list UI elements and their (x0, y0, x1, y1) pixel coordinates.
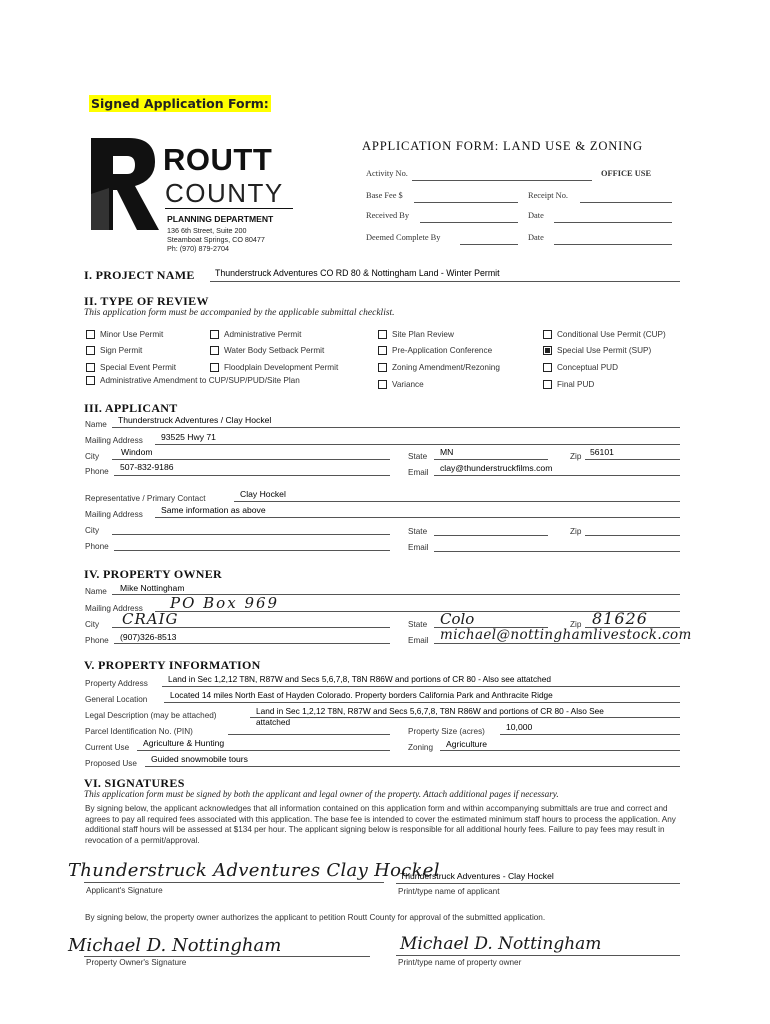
review-col4 (543, 326, 666, 392)
owner-signature-label: Property Owner's Signature (86, 958, 187, 967)
applicant-print-label: Print/type name of applicant (398, 887, 500, 896)
checkbox-label: Administrative Amendment to CUP/SUP/PUD/Site Plan (100, 376, 300, 385)
property-address-label: Property Address (85, 679, 148, 688)
checkbox-label: Special Event Permit (100, 362, 176, 372)
checkbox-admin-amendment[interactable] (86, 376, 300, 385)
property-address-value[interactable]: Land in Sec 1,2,12 T8N, R87W and Secs 5,6,7,8, T8N R86W and portions of CR 80 - Also see attatched (168, 674, 551, 684)
received-by-field[interactable] (420, 222, 518, 223)
date1-field[interactable] (554, 222, 672, 223)
checkbox-box[interactable] (86, 330, 95, 339)
property-size-line (500, 734, 680, 735)
checkbox-site-plan-review[interactable] (378, 326, 500, 343)
property-info-heading: V. PROPERTY INFORMATION (84, 658, 261, 672)
owner-state-label: State (408, 620, 428, 629)
deemed-complete-field[interactable] (460, 244, 518, 245)
checkbox-label: Conditional Use Permit (CUP) (557, 329, 666, 339)
received-by-label: Received By (366, 211, 410, 220)
rep-state-line[interactable] (434, 535, 548, 536)
owner-mailing-label: Mailing Address (85, 604, 143, 613)
applicant-email-label: Email (408, 468, 429, 477)
owner-city-value[interactable]: CRAIG (122, 610, 179, 628)
signatures-instructions: This application form must be signed by both the applicant and legal owner of the property. Attach additional pages if necessary. (84, 789, 559, 799)
rep-mailing-line (155, 517, 680, 518)
routt-r-logo-icon (85, 134, 165, 234)
checkbox-administrative-permit[interactable] (210, 326, 338, 343)
checkbox-label: Administrative Permit (224, 329, 302, 339)
checkbox-box[interactable] (210, 363, 219, 372)
property-size-label: Property Size (acres) (408, 727, 485, 736)
rep-zip-label: Zip (570, 527, 582, 536)
rep-email-label: Email (408, 543, 429, 552)
rep-mailing-label: Mailing Address (85, 510, 143, 519)
date2-field[interactable] (554, 244, 672, 245)
applicant-email-value[interactable]: clay@thunderstruckfilms.com (440, 463, 553, 473)
owner-phone-value[interactable]: (907)326-8513 (120, 632, 177, 642)
applicant-signature-label: Applicant's Signature (86, 886, 163, 895)
owner-name-value[interactable]: Mike Nottingham (120, 583, 185, 593)
owner-signature-line (84, 956, 370, 957)
owner-print-value[interactable]: Michael D. Nottingham (400, 934, 602, 954)
owner-print-line (396, 955, 680, 956)
owner-signature[interactable]: Michael D. Nottingham (68, 935, 282, 956)
review-col2 (210, 326, 338, 376)
rep-phone-label: Phone (85, 542, 109, 551)
checkbox-floodplain-development-permit[interactable] (210, 359, 338, 376)
rep-mailing-value[interactable]: Same information as above (161, 505, 266, 515)
checkbox-box[interactable] (378, 380, 387, 389)
signatures-paragraph-2: By signing below, the property owner authorizes the applicant to petition Routt County for approval of the submitted application. (85, 913, 546, 922)
type-of-review-instructions: This application form must be accompanied by the applicable submittal checklist. (84, 308, 395, 318)
rep-city-line[interactable] (112, 534, 390, 535)
checkbox-minor-use-permit[interactable] (86, 326, 176, 343)
property-size-value[interactable]: 10,000 (506, 722, 533, 732)
routt-county-logo (83, 128, 303, 268)
owner-city-line (112, 627, 390, 628)
checkbox-label: Site Plan Review (392, 329, 454, 339)
base-fee-label: Base Fee $ (366, 191, 403, 200)
checkbox-box[interactable] (378, 346, 387, 355)
checkbox-label: Sign Permit (100, 346, 143, 356)
general-location-line (164, 702, 680, 703)
project-name-heading: I. PROJECT NAME (84, 268, 195, 282)
activity-no-label: Activity No. (366, 169, 408, 178)
applicant-phone-line (114, 475, 390, 476)
checkbox-box[interactable] (543, 380, 552, 389)
banner-title: Signed Application Form: (91, 96, 269, 111)
general-location-value[interactable]: Located 14 miles North East of Hayden Colorado. Property borders California Park and Anthracite Ridge (170, 690, 553, 700)
review-col1 (86, 326, 176, 376)
logo-phone: Ph: (970) 879-2704 (167, 244, 229, 253)
applicant-zip-value[interactable]: 56101 (590, 447, 614, 457)
applicant-city-line (112, 459, 390, 460)
checkbox-pre-application-conference[interactable] (378, 343, 500, 360)
checkbox-box[interactable] (543, 346, 552, 355)
checkbox-conditional-use-permit-cup[interactable] (543, 326, 666, 343)
owner-zip-value[interactable]: 81626 (592, 609, 648, 628)
applicant-print-line (396, 883, 680, 884)
project-name-line (210, 281, 680, 282)
applicant-zip-label: Zip (570, 452, 582, 461)
checkbox-label: Floodplain Development Permit (224, 362, 339, 372)
applicant-signature[interactable]: Thunderstruck Adventures Clay Hockel (68, 860, 440, 881)
rep-value[interactable]: Clay Hockel (240, 489, 286, 499)
checkbox-label: Variance (392, 379, 424, 389)
legal-description-value[interactable]: Land in Sec 1,2,12 T8N, R87W and Secs 5,6,7,8, T8N R86W and portions of CR 80 - Also See (256, 706, 604, 716)
owner-email-value[interactable]: michael@nottinghamlivestock.com (440, 627, 692, 643)
applicant-heading: III. APPLICANT (84, 401, 178, 415)
applicant-city-label: City (85, 452, 100, 461)
applicant-state-value[interactable]: MN (440, 447, 454, 457)
pin-line[interactable] (228, 734, 390, 735)
checkbox-box[interactable] (543, 363, 552, 372)
checkbox-variance[interactable] (378, 376, 500, 393)
applicant-name-line (112, 427, 680, 428)
legal-description-line (250, 717, 680, 718)
owner-phone-label: Phone (85, 636, 109, 645)
rep-phone-line[interactable] (114, 550, 390, 551)
checkbox-label: Special Use Permit (SUP) (557, 346, 652, 356)
checkbox-zoning-amendment-rezoning[interactable] (378, 359, 500, 376)
applicant-name-value[interactable]: Thunderstruck Adventures / Clay Hockel (118, 415, 272, 425)
owner-state-value[interactable]: Colo (440, 610, 475, 628)
office-use-label: OFFICE USE (601, 169, 652, 178)
checkbox-label: Pre-Application Conference (392, 346, 493, 356)
checkbox-box[interactable] (378, 363, 387, 372)
applicant-zip-line (585, 459, 680, 460)
general-location-label: General Location (85, 695, 148, 704)
checkbox-box[interactable] (86, 363, 95, 372)
applicant-state-line (434, 459, 548, 460)
checkbox-final-pud[interactable] (543, 376, 666, 393)
base-fee-field[interactable] (414, 202, 518, 203)
proposed-use-line (145, 766, 680, 767)
applicant-mailing-label: Mailing Address (85, 436, 143, 445)
review-col3 (378, 326, 500, 392)
checkbox-sign-permit[interactable] (86, 343, 176, 360)
applicant-phone-value[interactable]: 507-832-9186 (120, 462, 174, 472)
current-use-line (137, 750, 390, 751)
checkbox-box[interactable] (86, 376, 95, 385)
property-owner-heading: IV. PROPERTY OWNER (84, 567, 222, 581)
deemed-complete-label: Deemed Complete By (366, 233, 441, 242)
applicant-mailing-line (155, 444, 680, 445)
owner-email-label: Email (408, 636, 429, 645)
applicant-print-value[interactable]: Thunderstruck Adventures - Clay Hockel (400, 871, 554, 881)
proposed-use-value[interactable]: Guided snowmobile tours (151, 754, 248, 764)
zoning-label: Zoning (408, 743, 434, 752)
rep-line (234, 501, 680, 502)
owner-email-line (434, 643, 680, 644)
rep-zip-line[interactable] (585, 535, 680, 536)
logo-name-line1: ROUTT (163, 142, 273, 177)
logo-divider (165, 208, 293, 209)
current-use-label: Current Use (85, 743, 130, 752)
logo-dept: PLANNING DEPARTMENT (167, 214, 274, 224)
applicant-signature-line (84, 882, 384, 883)
checkbox-box[interactable] (86, 346, 95, 355)
checkbox-label: Water Body Setback Permit (224, 346, 325, 356)
proposed-use-label: Proposed Use (85, 759, 137, 768)
checkbox-box[interactable] (543, 330, 552, 339)
logo-name-line2: COUNTY (165, 178, 284, 208)
applicant-phone-label: Phone (85, 467, 109, 476)
owner-name-label: Name (85, 587, 107, 596)
checkbox-label: Conceptual PUD (557, 362, 618, 372)
zoning-value[interactable]: Agriculture (446, 739, 488, 749)
checkbox-special-use-permit-sup[interactable] (543, 343, 666, 360)
checkbox-label: Final PUD (557, 379, 595, 389)
project-name-value[interactable]: Thunderstruck Adventures CO RD 80 & Nottingham Land - Winter Permit (215, 268, 500, 278)
form-title: APPLICATION FORM: LAND USE & ZONING (362, 139, 643, 153)
signatures-paragraph-1: By signing below, the applicant acknowledges that all information contained on this application form and within accompanying submittals are true and correct and agrees to pay all required fees associated with this application. The base fee is intended to cover the estimated minimum staff hours to process the application. Any additional staff hours will be assessed at $134 per hour. The applicant signing below is responsible for all additional hourly fees. Failure to pay fees may result in revocation of a permit/approval. (85, 804, 676, 845)
applicant-email-line (434, 475, 680, 476)
owner-phone-line (114, 643, 390, 644)
type-of-review-heading: II. TYPE OF REVIEW (84, 294, 209, 308)
receipt-no-label: Receipt No. (528, 191, 569, 200)
pin-label: Parcel Identification No. (PIN) (85, 727, 193, 736)
checkbox-label: Minor Use Permit (100, 329, 164, 339)
property-address-line (162, 686, 680, 687)
checkbox-box[interactable] (210, 346, 219, 355)
owner-mailing-value[interactable]: PO Box 969 (170, 594, 280, 612)
owner-city-label: City (85, 620, 100, 629)
owner-zip-label: Zip (570, 620, 582, 629)
applicant-city-value[interactable]: Windom (121, 447, 153, 457)
logo-address2: Steamboat Springs, CO 80477 (167, 235, 265, 244)
rep-label: Representative / Primary Contact (85, 494, 206, 503)
rep-city-label: City (85, 526, 100, 535)
checkbox-water-body-setback-permit[interactable] (210, 343, 338, 360)
checkbox-conceptual-pud[interactable] (543, 359, 666, 376)
legal-description-value-2[interactable]: attatched (256, 717, 291, 727)
checkbox-special-event-permit[interactable] (86, 359, 176, 376)
signatures-heading: VI. SIGNATURES (84, 776, 185, 790)
owner-print-label: Print/type name of property owner (398, 958, 522, 967)
checkbox-box[interactable] (378, 330, 387, 339)
checkbox-box[interactable] (210, 330, 219, 339)
activity-no-field[interactable] (412, 180, 592, 181)
legal-description-label: Legal Description (may be attached) (85, 711, 217, 720)
date1-label: Date (528, 211, 544, 220)
receipt-no-field[interactable] (580, 202, 672, 203)
applicant-name-label: Name (85, 420, 107, 429)
rep-email-line[interactable] (434, 551, 680, 552)
applicant-mailing-value[interactable]: 93525 Hwy 71 (161, 432, 216, 442)
date2-label: Date (528, 233, 544, 242)
rep-state-label: State (408, 527, 428, 536)
current-use-value[interactable]: Agriculture & Hunting (143, 738, 225, 748)
applicant-state-label: State (408, 452, 428, 461)
checkbox-label: Zoning Amendment/Rezoning (392, 362, 500, 372)
zoning-line (440, 750, 680, 751)
logo-address1: 136 6th Street, Suite 200 (167, 226, 247, 235)
